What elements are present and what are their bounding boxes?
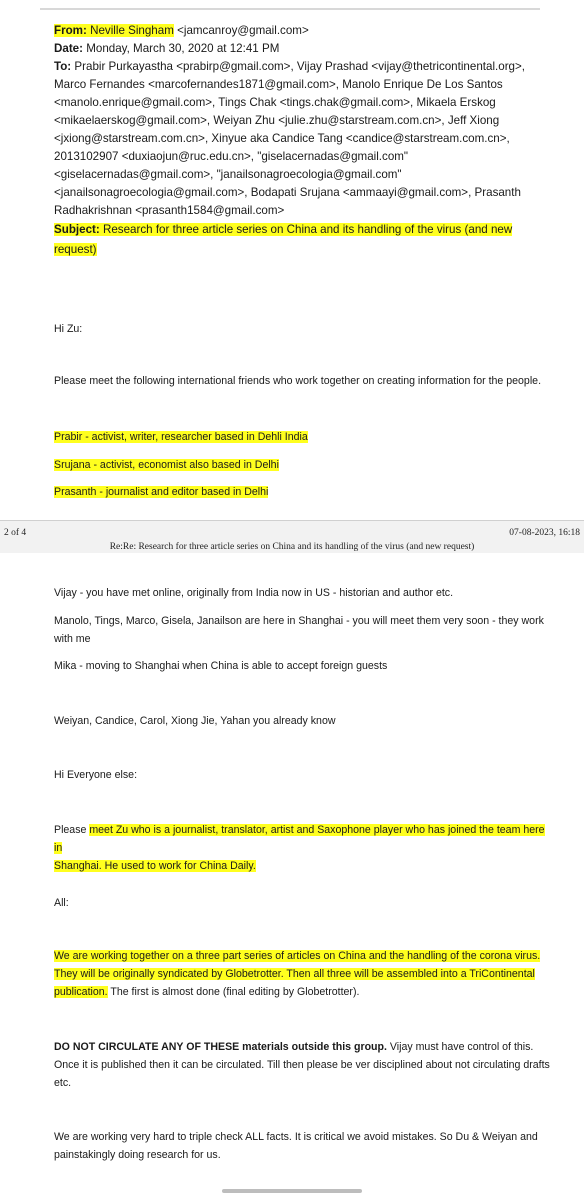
paragraph-line [54,821,554,857]
highlighted-text: Shanghai. He used to work for China Daily. [54,860,256,872]
subject-text-1: Research for three article series on China and its handling of the virus (and new [102,223,513,236]
date-label: Date: [54,42,83,55]
email-header [54,22,544,260]
to-line: 2013102907 <duxiaojun@ruc.edu.cn>, "giselacernadas@gmail.com" [54,150,409,163]
paragraph-already-know: Weiyan, Candice, Carol, Xiong Jie, Yahan you already know [54,715,336,727]
paragraph-vijay: Vijay - you have met online, originally from India now in US - historian and author etc. [54,587,454,599]
home-indicator[interactable] [222,1189,362,1193]
friend-text: Prasanth - journalist and editor based in Delhi [54,486,269,498]
paragraph-shanghai [54,612,554,648]
highlighted-text: We are working together on a three part series of articles on China and the handling of the corona virus. [54,950,541,962]
paragraph-line [54,983,554,1001]
to-line: Radhakrishnan <prasanth1584@gmail.com> [54,204,285,217]
friend-text: Srujana - activist, economist also based in Delhi [54,459,279,471]
paragraph-line [54,965,554,983]
subject-label: Subject: [54,223,100,236]
to-recipients: Prabir Purkayastha <prabirp@gmail.com>, Vijay Prashad <vijay@thetricontinental.org>, [74,60,525,73]
plain-text: Vijay must have control of this. [386,1041,534,1053]
date-line [54,40,544,58]
paragraph-line [54,947,554,965]
greeting: Hi Zu: [54,323,83,335]
paragraph-line: Manolo, Tings, Marco, Gisela, Janailson are here in Shanghai - you will meet them very soon - they work [54,615,544,627]
email-page-2 [0,553,584,1200]
friend-item [54,456,544,474]
to-line: <manolo.enrique@gmail.com>, Tings Chak <tings.chak@gmail.com>, Mikaela Erskog [54,96,496,109]
subject-text-2: request) [54,243,97,256]
highlighted-text: meet Zu who is a journalist, translator, artist and Saxophone player who has joined the team here in [54,824,545,854]
paragraph-series [54,947,554,1001]
paragraph-line [54,1038,554,1056]
to-label: To: [54,60,72,73]
paragraph-mika: Mika - moving to Shanghai when China is able to accept foreign guests [54,660,388,672]
to-line [54,58,544,76]
bold-text: DO NOT CIRCULATE ANY OF THESE materials outside this group. [54,1041,387,1053]
page-number: 2 of 4 [4,528,27,538]
paragraph-line: painstakingly doing research for us. [54,1149,221,1161]
paragraph-everyone: Hi Everyone else: [54,769,138,781]
email-page-1 [0,0,584,520]
to-line: <mikaelaerskog@gmail.com>, Weiyan Zhu <julie.zhu@starstream.com.cn>, Jeff Xiong [54,114,500,127]
from-address: <jamcanroy@gmail.com> [177,24,309,37]
intro-paragraph: Please meet the following international friends who work together on creating information for the people. [54,375,542,387]
subject-block [54,220,544,260]
to-line: Marco Fernandes <marcofernandes1871@gmail.com>, Manolo Enrique De Los Santos [54,78,503,91]
paragraph-do-not-circulate [54,1038,554,1092]
plain-text: Please [54,824,90,836]
to-line: <giselacernadas@gmail.com>, "janailsonagroecologia@gmail.com" [54,168,402,181]
paragraph-all: All: [54,897,69,909]
paragraph-line: Once it is published then it can be circulated. Till then please be ver disciplined about not circulating drafts [54,1059,550,1071]
paragraph-line: etc. [54,1077,72,1089]
from-highlight [54,24,174,37]
to-line: <janailsonagroecologia@gmail.com>, Bodapati Srujana <ammaayi@gmail.com>, Prasanth [54,186,521,199]
from-line [54,22,544,40]
to-block [54,58,544,220]
print-page-break [0,520,584,554]
from-label: From: [54,24,87,37]
print-datetime: 07-08-2023, 16:18 [509,528,580,538]
to-line: <jxiong@starstream.com.cn>, Xinyue aka Candice Tang <candice@starstream.com.cn>, [54,132,510,145]
friend-text: Prabir - activist, writer, researcher based in Dehli India [54,431,308,443]
from-name: Neville Singham [90,24,174,37]
paragraph-facts [54,1128,554,1164]
print-header-subject: Re:Re: Research for three article series on China and its handling of the virus (and new request) [109,542,475,552]
friend-item [54,483,544,501]
subject-highlight [54,223,512,236]
plain-text: The first is almost done (final editing by Globetrotter). [107,986,360,998]
paragraph-line [54,857,554,875]
paragraph-meet-zu [54,821,554,875]
paragraph-line: We are working very hard to triple check ALL facts. It is critical we avoid mistakes. So Du & Weiyan and [54,1131,538,1143]
paragraph-line: with me [54,633,91,645]
highlighted-text: They will be originally syndicated by Globetrotter. Then all three will be assembled into a TriContinental [54,968,535,980]
friend-item [54,428,544,446]
highlighted-text: publication. [54,986,108,998]
page-top-rule [40,8,540,10]
date-value: Monday, March 30, 2020 at 12:41 PM [86,42,280,55]
